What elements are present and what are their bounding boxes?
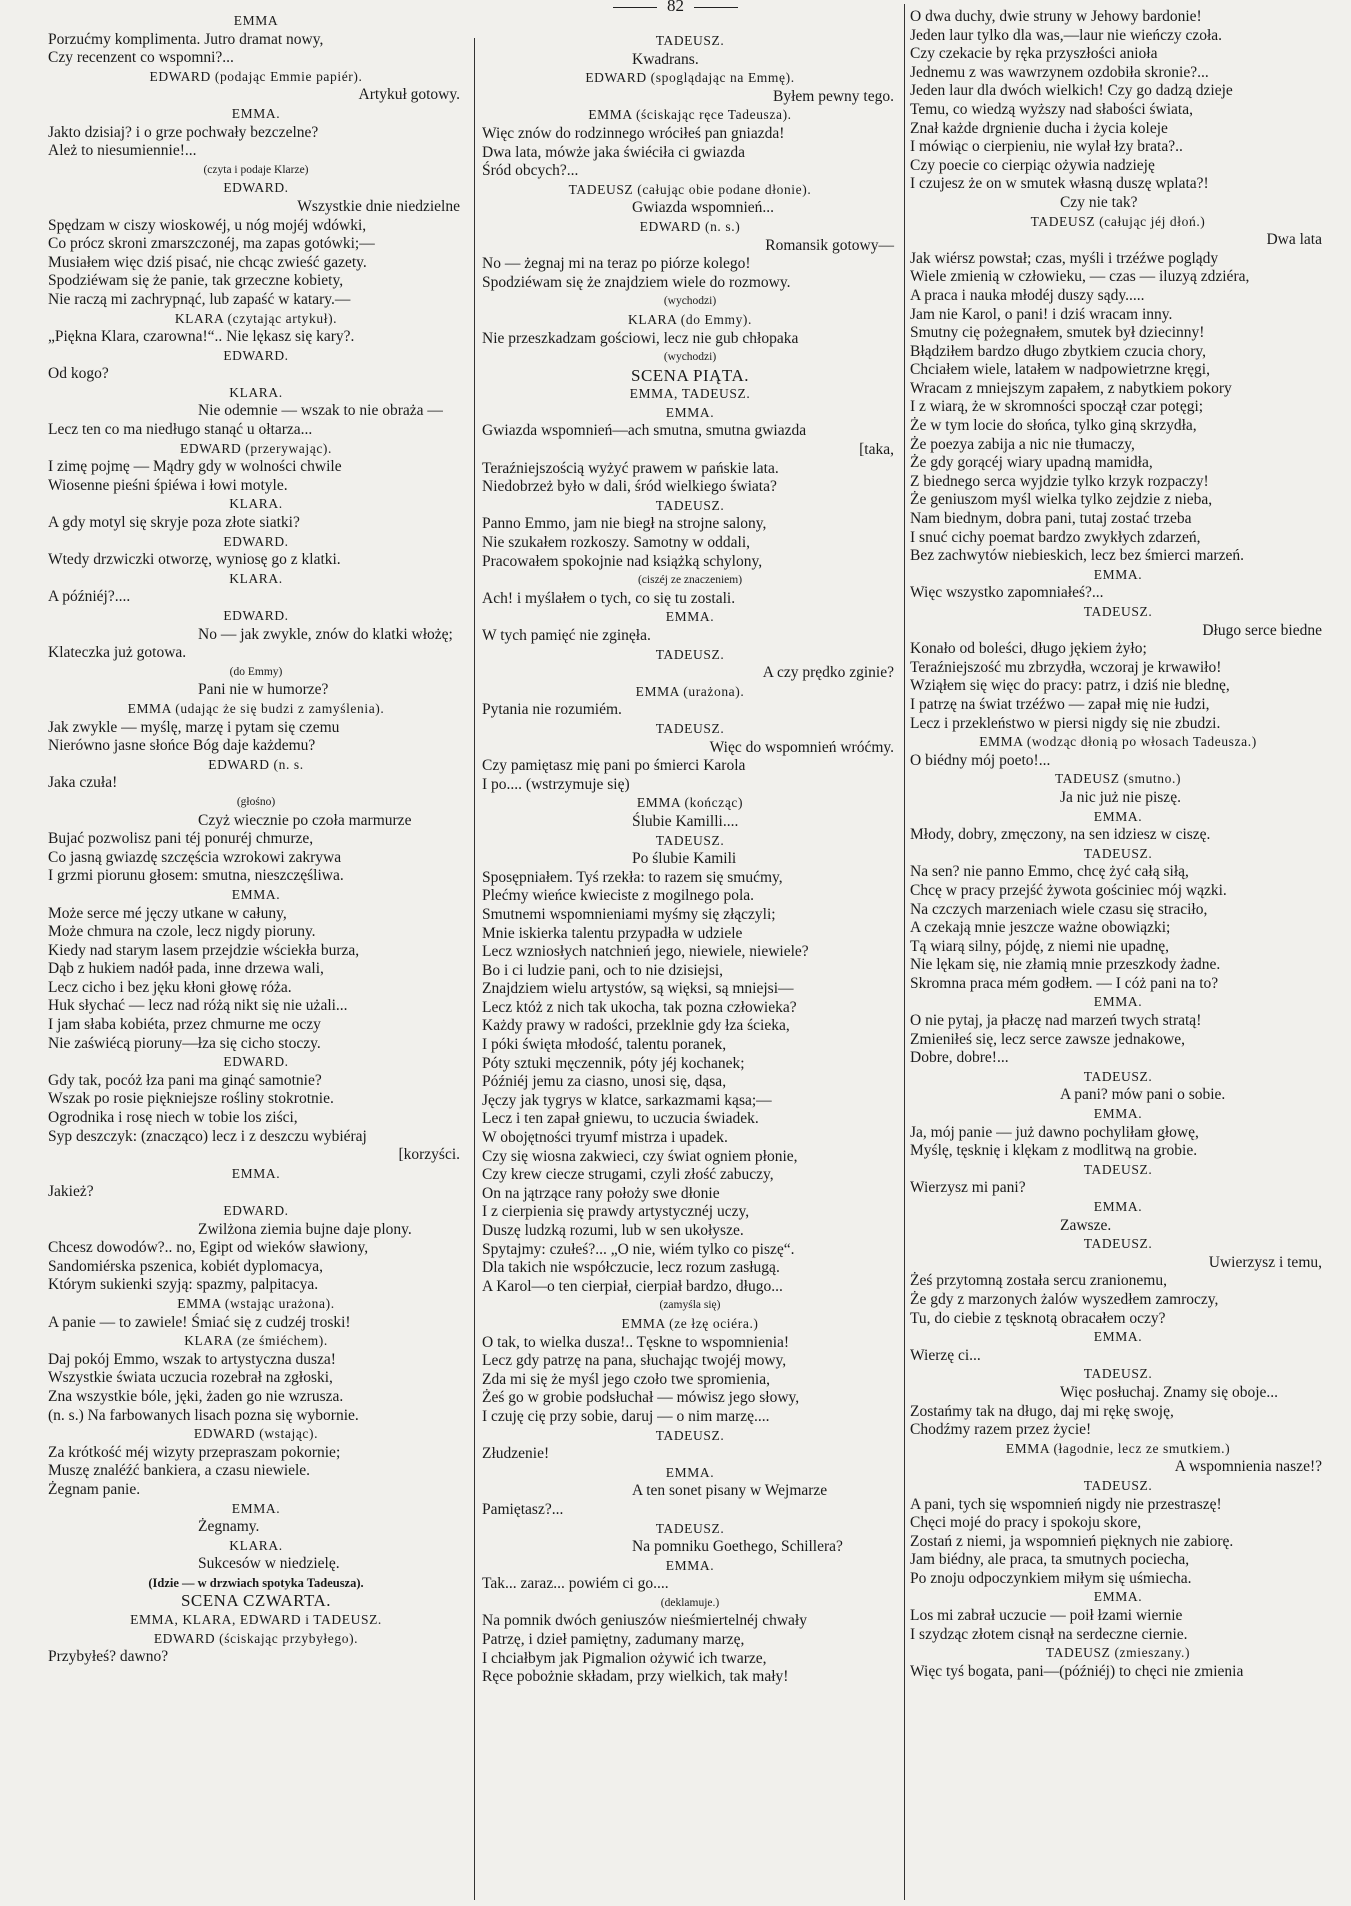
verse-line: I chciałbym jak Pigmalion ożywić ich twarze, bbox=[482, 1649, 767, 1667]
verse-line: Sandomiérska pszenica, kobiét dyplomacya, bbox=[48, 1257, 324, 1275]
verse-line: Tak... zaraz... powiém ci go.... bbox=[482, 1575, 669, 1593]
verse-line: Żeś go w grobie podsłuchał — mówisz jego słowy, bbox=[482, 1389, 800, 1407]
verse-line: Każdy prawy w radości, przeklnie gdy łza ścieka, bbox=[482, 1017, 790, 1035]
speaker-name: EDWARD. bbox=[223, 608, 289, 623]
verse-line: I patrzę na świat trzéźwo — zapał mię nie łudzi, bbox=[910, 695, 1210, 713]
verse-line: Długo serce biedne bbox=[1202, 621, 1322, 639]
verse-line: Może chmura na czole, lecz nigdy pioruny. bbox=[48, 923, 316, 941]
verse-line: Jak zwykle — myślę, marzę i pytam się czemu bbox=[48, 718, 340, 736]
verse-line: Dwa lata, mówże jaka świéciła ci gwiazda bbox=[482, 143, 745, 161]
verse-line: Chcesz dowodów?.. no, Egipt od wieków sławiony, bbox=[48, 1239, 369, 1257]
verse-line: Musiałem więc dziś pisać, nie chcąc zwieść gazety. bbox=[48, 253, 367, 271]
verse-line: Spodziéwam się że znajdziem wiele do rozmowy. bbox=[482, 273, 791, 291]
verse-line: Z biednego serca wyjdzie tylko krzyk rozpaczy! bbox=[910, 472, 1209, 490]
verse-line: Wszystkie świata uczucia rozebrał na zgłoski, bbox=[48, 1369, 333, 1387]
verse-line: A praca i nauka młodéj duszy sądy..... bbox=[910, 286, 1145, 304]
speaker-name: EDWARD. bbox=[223, 180, 289, 196]
verse-line: Wiosenne pieśni śpiéwa i łowi motyle. bbox=[48, 476, 288, 494]
verse-line: Więc posłuchaj. Znamy się oboje... bbox=[1060, 1383, 1279, 1401]
verse-line: Pracowałem spokojnie nad książką schylony, bbox=[482, 552, 763, 570]
verse-line: Chęci mojé do pracy i spokoju skore, bbox=[910, 1514, 1142, 1532]
verse-line: Kwadrans. bbox=[632, 50, 699, 68]
stage-direction: (czyta i podaje Klarze) bbox=[203, 163, 309, 176]
scene-heading: SCENA CZWARTA. bbox=[180, 1591, 332, 1611]
verse-line: Spędzam w ciszy wioskowéj, u nóg mojéj wdówki, bbox=[48, 216, 367, 234]
speaker-name: TADEUSZ. bbox=[655, 720, 725, 736]
speaker-name: EDWARD. bbox=[223, 1203, 289, 1218]
verse-line: Jęczy jak tygrys w klatce, sarkazmami kąsa;— bbox=[482, 1091, 772, 1109]
speaker-name: EMMA. bbox=[1093, 1589, 1143, 1605]
verse-line: Lecz i ten zapał gniewu, to uczucia świadek. bbox=[482, 1110, 759, 1128]
verse-line: Duszę ludzką rozumi, lub w sen ukołysze. bbox=[482, 1222, 744, 1239]
verse-line: Mnie iskierka talentu przypadła w udziele bbox=[482, 924, 743, 942]
verse-line: Plećmy wieńce kwieciste z mogilnego pola. bbox=[482, 887, 755, 905]
speaker-name: EDWARD (podając Emmie papiér). bbox=[149, 68, 363, 84]
speaker-name: EMMA. bbox=[1093, 1199, 1143, 1214]
verse-line: O nie pytaj, ja płaczę nad marzeń twych stratą! bbox=[910, 1012, 1202, 1030]
verse-line: Jakto dzisiaj? i o grze pochwały bezczelne? bbox=[48, 123, 319, 141]
verse-line: A ten sonet pisany w Wejmarze bbox=[632, 1482, 828, 1500]
verse-line: Lecz ten co ma niedługo stanąć u ołtarza... bbox=[48, 421, 313, 439]
verse-line: Pani nie w humorze? bbox=[198, 681, 329, 699]
verse-line: Chodźmy razem przez życie! bbox=[910, 1421, 1092, 1439]
verse-line: Dwa lata bbox=[1266, 231, 1322, 249]
verse-line: Zmieniłeś się, lecz serce zawsze jednakowe, bbox=[910, 1030, 1185, 1048]
verse-line: Jaka czuła! bbox=[48, 774, 118, 792]
speaker-name: EMMA, TADEUSZ. bbox=[629, 386, 751, 402]
speaker-name: EMMA. bbox=[231, 886, 281, 902]
verse-line: Nie zaświécą pioruny—łza się cicho stoczy. bbox=[48, 1034, 321, 1052]
verse-line: Zostań z niemi, ja wspomnień pięknych nie zabiorę. bbox=[910, 1532, 1234, 1550]
verse-line: Ja nic już nie piszę. bbox=[1060, 788, 1181, 806]
verse-line: Czy pamiętasz mię pani po śmierci Karola bbox=[482, 757, 746, 775]
speaker-name: TADEUSZ (smutno.) bbox=[1054, 771, 1182, 787]
verse-line: Co jasną gwiazdę szczęścia wzrokowi zakrywa bbox=[48, 848, 342, 866]
verse-line: Za krótkość méj wizyty przepraszam pokornie; bbox=[48, 1443, 341, 1461]
verse-line: Błądziłem bardzo długo zbytkiem czucia chory, bbox=[910, 342, 1206, 360]
verse-line: Nie lękam się, nie złamią mnie przeszkody żadne. bbox=[910, 956, 1221, 974]
speaker-name: TADEUSZ. bbox=[655, 33, 725, 48]
speaker-name: EDWARD (n. s.) bbox=[639, 218, 741, 234]
verse-line: Ja, mój panie — już dawno pochyliłam głowę, bbox=[910, 1123, 1199, 1141]
verse-line: Patrzę, i dzieł pamiętny, zadumany marzę, bbox=[482, 1631, 745, 1649]
speaker-name: TADEUSZ. bbox=[1083, 845, 1153, 861]
verse-line: Dla takich nie współczucie, lecz rozum zasługą. bbox=[482, 1259, 780, 1277]
speaker-name: EMMA (ze łzę ociéra.) bbox=[621, 1315, 759, 1331]
verse-line: Nam biednym, dobra pani, tutaj zostać trzeba bbox=[910, 510, 1192, 528]
speaker-name: TADEUSZ. bbox=[1083, 1236, 1153, 1252]
verse-line: Gwiazda wspomnień—ach smutna, smutna gwiazda bbox=[482, 422, 807, 440]
verse-line: Złudzenie! bbox=[482, 1445, 550, 1463]
verse-line: Sukcesów w niedzielę. bbox=[198, 1555, 340, 1573]
text-column-middle bbox=[482, 32, 898, 1687]
speaker-name: TADEUSZ. bbox=[1083, 1068, 1153, 1084]
speaker-name: EMMA. bbox=[231, 105, 281, 121]
verse-line: A gdy motyl się skryje poza złote siatki? bbox=[48, 514, 300, 532]
verse-line: Więc tyś bogata, pani—(późniéj) to chęci nie zmienia bbox=[910, 1662, 1244, 1680]
verse-line: I z cierpienia się prawdy artystycznéj uczy, bbox=[482, 1203, 750, 1221]
verse-line: Od kogo? bbox=[48, 365, 109, 383]
verse-line: A czy prędko zginie? bbox=[762, 664, 894, 682]
speaker-name: EMMA. bbox=[1093, 808, 1143, 824]
speaker-name: KLARA. bbox=[229, 496, 283, 512]
speaker-name: EMMA (łagodnie, lecz ze smutkiem.) bbox=[1005, 1440, 1231, 1456]
verse-line: I czuję cię przy sobie, daruj — o nim marzę.... bbox=[482, 1407, 770, 1425]
verse-line: Przybyłeś? dawno? bbox=[48, 1648, 169, 1666]
verse-line: Póty sztuki męczennik, póty jéj kochanek; bbox=[482, 1054, 745, 1072]
speaker-name: EMMA (kończąc) bbox=[636, 795, 744, 811]
speaker-name: EMMA. bbox=[665, 1557, 715, 1573]
speaker-name: EDWARD (ściskając przybyłego). bbox=[153, 1630, 359, 1646]
verse-line: Jeden laur dla dwóch wielkich! Czy go dadzą dzieje bbox=[910, 82, 1233, 100]
verse-line: Nie szukałem rozkoszy. Samotny w oddali, bbox=[482, 534, 751, 552]
verse-line: Na sen? nie panno Emmo, chcę żyć całą siłą, bbox=[910, 863, 1189, 881]
verse-line: Romansik gotowy— bbox=[765, 236, 894, 254]
verse-line: Że geniuszom myśl wielka tylko zejdzie z nieba, bbox=[910, 491, 1213, 509]
speaker-name: EMMA. bbox=[665, 1464, 715, 1480]
verse-line: I z wiarą, że w skromności spoczął czar potęgi; bbox=[910, 398, 1204, 416]
verse-line: Więc wszystko zapomniałeś?... bbox=[910, 584, 1104, 602]
verse-line: Żeś przytomną została sercu zranionemu, bbox=[910, 1272, 1167, 1290]
verse-line: Znajdziem wielu artystów, są więksi, są mniejsi— bbox=[482, 980, 794, 998]
verse-line: Że poezya zabija a nic nie tłumaczy, bbox=[910, 435, 1135, 453]
verse-line: Ręce pobożnie składam, przy wielkich, tak mały! bbox=[482, 1668, 789, 1686]
verse-line: Nierówno jasne słońce Bóg daje każdemu? bbox=[48, 737, 316, 755]
speaker-name: EMMA. bbox=[1093, 1329, 1143, 1345]
verse-line: Daj pokój Emmo, wszak to artystyczna dusza! bbox=[48, 1350, 336, 1368]
verse-line: No — żegnaj mi na teraz po piórze kolego! bbox=[482, 255, 751, 273]
verse-line: Czyż wiecznie po czoła marmurze bbox=[198, 811, 412, 829]
verse-line: Byłem pewny tego. bbox=[773, 87, 894, 105]
verse-line: Temu, co wiedzą wyższy nad słabości świata, bbox=[910, 100, 1193, 118]
speaker-name: TADEUSZ (całując obie podane dłonie). bbox=[568, 181, 812, 197]
verse-line: Niedobrzeż było w dali, śród wielkiego świata? bbox=[482, 478, 777, 496]
verse-line: Nie przeszkadzam gościowi, lecz nie gub chłopaka bbox=[482, 329, 799, 347]
verse-line: Nie raczą mi zachrypnąć, lub zapaść w katary.— bbox=[48, 290, 351, 308]
verse-line: Czy czekacie by ręka przyszłości anioła bbox=[910, 45, 1158, 63]
verse-line: Co prócz skroni zmarszczonéj, ma zapas gotówki;— bbox=[48, 235, 375, 253]
text-column-left bbox=[48, 12, 464, 1667]
speaker-name: EDWARD (przerywając). bbox=[179, 440, 333, 456]
verse-line: Zawsze. bbox=[1060, 1216, 1112, 1234]
verse-line: Gdy tak, pocóż łza pani ma ginąć samotnie? bbox=[48, 1071, 322, 1089]
stage-direction: (zamyśla się) bbox=[659, 1299, 721, 1312]
verse-line: I snuć cichy poemat bardzo zwykłych zdarzeń, bbox=[910, 528, 1201, 546]
speaker-name: EDWARD. bbox=[223, 533, 289, 549]
speaker-name: TADEUSZ. bbox=[655, 646, 725, 662]
verse-line: Konało od boleści, długo jękiem żyło; bbox=[910, 640, 1147, 658]
verse-line: Śród obcych?... bbox=[482, 162, 579, 180]
verse-line: Więc znów do rodzinnego wróciłeś pan gniazda! bbox=[482, 124, 785, 142]
verse-line: I po.... (wstrzymuje się) bbox=[482, 775, 630, 793]
verse-line: No — jak zwykle, znów do klatki włożę; bbox=[198, 625, 453, 643]
verse-line: Jednemu z was wawrzynem ozdobiła skronie?... bbox=[910, 63, 1209, 81]
speaker-name: EMMA (wstając urażona). bbox=[177, 1295, 335, 1311]
verse-line: Wszystkie dnie niedzielne bbox=[297, 197, 460, 215]
verse-line: Którym sukienki szyją: spazmy, palpitacya. bbox=[48, 1276, 319, 1294]
text-column-right bbox=[910, 8, 1326, 1681]
stage-direction: (deklamuje.) bbox=[660, 1596, 720, 1609]
verse-line: Klateczka już gotowa. bbox=[48, 644, 187, 662]
verse-line: Uwierzysz i temu, bbox=[1208, 1253, 1322, 1271]
verse-line: Że gdy gorącéj wiary upadną mamidła, bbox=[910, 454, 1153, 472]
verse-line: Wziąłem się więc do pracy: patrz, i dziś nie blednę, bbox=[910, 677, 1230, 695]
speaker-name: KLARA. bbox=[229, 1537, 283, 1553]
verse-line: Po ślubie Kamili bbox=[632, 850, 737, 868]
verse-line: Bo i ci ludzie pani, och to nie dzisiejsi, bbox=[482, 961, 724, 979]
stage-direction: (ciszéj ze znaczeniem) bbox=[637, 574, 743, 587]
verse-line: Bez zachwytów niebieskich, lecz bez śmierci marzeń. bbox=[910, 547, 1244, 565]
verse-line: A panie — to zawiele! Śmiać się z cudzéj troski! bbox=[48, 1313, 351, 1331]
verse-line: Zwilżona ziemia bujne daje plony. bbox=[198, 1220, 412, 1238]
speaker-name: TADEUSZ. bbox=[655, 1520, 725, 1536]
column-divider bbox=[904, 4, 905, 1900]
verse-line: I mówiąc o cierpieniu, nie wylał łzy brata?.. bbox=[910, 138, 1183, 156]
speaker-name: TADEUSZ. bbox=[1083, 1366, 1153, 1382]
speaker-name: EDWARD. bbox=[223, 1054, 289, 1070]
verse-line: Wiele zmienią w człowieku, — czas — iluzyą zdziéra, bbox=[910, 268, 1250, 286]
verse-line: Żegnamy. bbox=[198, 1518, 260, 1536]
speaker-name: EMMA. bbox=[1093, 1106, 1143, 1122]
verse-line: Jeden laur tylko dla was,—laur nie wieńczy czoła. bbox=[910, 26, 1223, 44]
verse-line: Na pomnik dwóch geniuszów nieśmiertelnéj chwały bbox=[482, 1612, 807, 1630]
stage-direction: (głośno) bbox=[236, 795, 276, 808]
verse-line: Smutny cię pożegnałem, smutek był dziecinny! bbox=[910, 324, 1205, 342]
stage-direction: (wychodzi) bbox=[663, 295, 717, 308]
verse-line: Ach! i myślałem o tych, co się tu zostali. bbox=[482, 589, 736, 607]
verse-line: Czy poecie co cierpiąc ożywia nadzieję bbox=[910, 156, 1155, 174]
speaker-name: KLARA (do Emmy). bbox=[628, 311, 752, 327]
verse-line: Zostańmy tak na długo, daj mi rękę swoję, bbox=[910, 1402, 1174, 1420]
speaker-name: EMMA (udając że się budzi z zamyślenia). bbox=[127, 700, 385, 716]
verse-line: Sposępniałem. Tyś rzekła: to razem się smućmy, bbox=[482, 868, 783, 886]
verse-line: O biédny mój poeto!... bbox=[910, 751, 1051, 769]
stage-direction: (wychodzi) bbox=[663, 351, 717, 364]
speaker-name: EMMA (urażona). bbox=[635, 683, 745, 699]
verse-line: Młody, dobry, zmęczony, na sen idziesz w ciszę. bbox=[910, 826, 1211, 844]
speaker-name: TADEUSZ. bbox=[655, 832, 725, 848]
verse-line: „Piękna Klara, czarowna!“.. Nie lękasz się kary?. bbox=[48, 328, 355, 346]
verse-line: Myślę, tęsknię i klękam z modlitwą na grobie. bbox=[910, 1142, 1198, 1160]
verse-line: Spytajmy: czułeś?... „O nie, wiém tylko co piszę“. bbox=[482, 1240, 795, 1258]
verse-line: Ależ to niesumiennie!... bbox=[48, 142, 197, 160]
verse-line: Na pomniku Goethego, Schillera? bbox=[632, 1538, 843, 1556]
speaker-name: KLARA. bbox=[229, 384, 283, 400]
verse-line: Lecz wzniosłych natchnień jego, niewiele, niewiele? bbox=[482, 943, 809, 961]
verse-line: Tu, do ciebie z tęsknotą obracałem oczy? bbox=[910, 1309, 1166, 1327]
verse-line: Lecz gdy patrzę na pana, słuchając twojéj mowy, bbox=[482, 1352, 787, 1370]
verse-line: I szydząc złotem cisnął na serdeczne ciernie. bbox=[910, 1625, 1188, 1643]
verse-line: I czujesz że on w smutek własną duszę wplata?! bbox=[910, 175, 1209, 193]
speaker-name: TADEUSZ (całując jéj dłoń.) bbox=[1030, 213, 1206, 229]
header-dash bbox=[613, 7, 657, 8]
verse-line: A pani? mów pani o sobie. bbox=[1060, 1086, 1226, 1104]
stage-direction: (do Emmy) bbox=[229, 665, 283, 678]
verse-line: Czy się wiosna zakwieci, czy świat ogniem płonie, bbox=[482, 1147, 798, 1165]
speaker-name: EDWARD. bbox=[223, 347, 289, 363]
verse-line: Skromna praca mém godłem. — I cóż pani na to? bbox=[910, 974, 1219, 992]
verse-line: Pamiętasz?... bbox=[482, 1500, 564, 1518]
speaker-name: EMMA. bbox=[231, 1165, 281, 1181]
verse-line: Zda mi się że myśl jego czoło twe spromienia, bbox=[482, 1370, 770, 1388]
verse-line: Bujać pozwolisz pani téj ponuréj chmurze, bbox=[48, 830, 314, 848]
verse-line: Artykuł gotowy. bbox=[358, 86, 460, 104]
verse-line: Dąb z hukiem nadół pada, inne drzewa wali, bbox=[48, 960, 324, 978]
verse-line: I zimę pojmę — Mądry gdy w wolności chwile bbox=[48, 458, 342, 476]
verse-line: [taka, bbox=[859, 441, 894, 459]
speaker-name: EMMA. bbox=[665, 609, 715, 625]
speaker-name: TADEUSZ. bbox=[1083, 1477, 1153, 1493]
speaker-name: KLARA. bbox=[229, 570, 283, 586]
speaker-name: TADEUSZ. bbox=[655, 497, 725, 513]
verse-line: Ślubie Kamilli.... bbox=[632, 812, 739, 830]
verse-line: Dobre, dobre!... bbox=[910, 1049, 1009, 1067]
speaker-name: EMMA (ściskając ręce Tadeusza). bbox=[588, 107, 792, 123]
verse-line: W tych pamięć nie zginęła. bbox=[482, 627, 651, 644]
verse-line: Pytania nie rozumiém. bbox=[482, 701, 622, 719]
verse-line: On na jątrzące rany położy swe dłonie bbox=[482, 1184, 720, 1202]
verse-line: Wtedy drzwiczki otworzę, wyniosę go z klatki. bbox=[48, 551, 341, 569]
verse-line: Lecz cicho i bez jęku kłoni głowę róża. bbox=[48, 978, 292, 996]
verse-line: I grzmi piorunu głosem: smutna, nieszczęśliwa. bbox=[48, 867, 344, 885]
verse-line: Panno Emmo, jam nie biegł na strojne salony, bbox=[482, 515, 767, 533]
speaker-name: EMMA. bbox=[231, 1500, 281, 1516]
speaker-name: KLARA (ze śmiéchem). bbox=[184, 1333, 328, 1349]
verse-line: O tak, to wielka dusza!.. Tęskne to wspomnienia! bbox=[482, 1333, 790, 1351]
verse-line: Że gdy z marzonych żalów wyszedłem zamroczy, bbox=[910, 1290, 1219, 1308]
verse-line: Czy nie tak? bbox=[1060, 193, 1138, 211]
header-dash bbox=[694, 7, 738, 8]
verse-line: Żegnam panie. bbox=[48, 1480, 141, 1498]
verse-line: Muszę znaléźć bankiera, a czasu niewiele. bbox=[48, 1462, 311, 1480]
verse-line: Teraźniejszością wyżyć prawem w pańskie lata. bbox=[482, 459, 779, 477]
verse-line: Wracam z mniejszym zapałem, z nabytkiem pokory bbox=[910, 379, 1232, 397]
verse-line: Spodziéwam się że panie, tak grzeczne kobiety, bbox=[48, 272, 344, 290]
verse-line: A czekają mnie jeszcze ważne obowiązki; bbox=[910, 919, 1171, 937]
speaker-name: EDWARD (wstając). bbox=[193, 1426, 319, 1442]
verse-line: Wszak po rosie piękniejsze rośliny stokrotnie. bbox=[48, 1090, 334, 1108]
verse-line: Porzućmy komplimenta. Jutro dramat nowy, bbox=[48, 30, 324, 48]
speaker-name: EDWARD (spoglądając na Emmę). bbox=[585, 70, 795, 86]
verse-line: Wierzę ci... bbox=[910, 1346, 981, 1364]
verse-line: Ogrodnika i rosę niech w tobie los ziści, bbox=[48, 1109, 298, 1127]
verse-line: I póki święta młodość, talentu poranek, bbox=[482, 1036, 727, 1054]
verse-line: Chciałem wiele, latałem w nadpowietrzne kręgi, bbox=[910, 361, 1210, 379]
speaker-name: EMMA, KLARA, EDWARD i TADEUSZ. bbox=[130, 1612, 382, 1628]
verse-line: Los mi zabrał uczucie — poił łzami wiernie bbox=[910, 1607, 1183, 1625]
verse-line: Jam biédny, ale praca, ta smutnych pociecha, bbox=[910, 1551, 1190, 1569]
speaker-name: EMMA. bbox=[1093, 566, 1143, 582]
verse-line: Chcę w pracy przejść żywota gościniec mój wązki. bbox=[910, 881, 1227, 899]
speaker-name: EMMA. bbox=[665, 404, 715, 420]
speaker-name: TADEUSZ. bbox=[655, 1427, 725, 1443]
speaker-name: EMMA. bbox=[1093, 994, 1143, 1010]
verse-line: Więc do wspomnień wróćmy. bbox=[709, 738, 894, 756]
speaker-name: EMMA bbox=[233, 13, 279, 28]
verse-line: Wierzysz mi pani? bbox=[910, 1179, 1026, 1197]
verse-line: (n. s.) Na farbowanych lisach pozna się wybornie. bbox=[48, 1406, 359, 1424]
verse-line: Gwiazda wspomnień... bbox=[632, 199, 775, 217]
verse-line: Czy recenzent co wspomni?... bbox=[48, 49, 234, 67]
verse-line: Lecz któż z nich tak ukocha, tak pozna człowieka? bbox=[482, 998, 797, 1016]
column-divider bbox=[474, 38, 475, 1900]
verse-line: A późniéj?.... bbox=[48, 588, 131, 606]
verse-line: [korzyści. bbox=[398, 1146, 460, 1164]
verse-line: A pani, tych się wspomnień nigdy nie przestraszę! bbox=[910, 1495, 1222, 1513]
verse-line: O dwa duchy, dwie struny w Jehowy bardonie! bbox=[910, 8, 1202, 25]
verse-line: I jam słaba kobiéta, przez chmurne me oczy bbox=[48, 1016, 321, 1034]
speaker-name: TADEUSZ. bbox=[1083, 1161, 1153, 1177]
verse-line: Teraźniejszość mu zbrzydła, wczoraj je krwawiło! bbox=[910, 658, 1222, 676]
verse-line: Syp deszczyk: (znacząco) lecz i z deszczu wybiéraj bbox=[48, 1127, 367, 1145]
verse-line: Późniéj jemu za ciasno, unosi się, dąsa, bbox=[482, 1073, 727, 1091]
verse-line: Tą wiarą silny, pójdę, z niemi nie upadnę, bbox=[910, 937, 1169, 955]
speaker-name: TADEUSZ (zmieszany.) bbox=[1045, 1645, 1191, 1661]
page-number: 82 bbox=[667, 0, 684, 15]
verse-line: Jak wiérsz powstał; czas, myśli i trzéźwe poglądy bbox=[910, 249, 1219, 267]
verse-line: Jam nie Karol, o pani! i dziś wracam inny. bbox=[910, 305, 1173, 323]
verse-line: Znał każde drgnienie ducha i życia koleje bbox=[910, 119, 1168, 137]
verse-line: W obojętności tryumf mistrza i upadek. bbox=[482, 1129, 728, 1147]
verse-line: Po znoju odpoczynkiem miłym się uśmiecha. bbox=[910, 1569, 1192, 1587]
speaker-name: TADEUSZ. bbox=[1083, 604, 1153, 619]
speaker-name: EMMA (wodząc dłonią po włosach Tadeusza.) bbox=[979, 734, 1257, 750]
verse-line: Huk słychać — lecz nad różą nikt się nie użali... bbox=[48, 997, 348, 1015]
verse-line: Czy krew ciecze strugami, czyli złość zabuczy, bbox=[482, 1166, 774, 1184]
speaker-name: KLARA (czytając artykuł). bbox=[174, 310, 338, 326]
verse-line: Na czczych marzeniach wiele czasu się straciło, bbox=[910, 900, 1208, 918]
verse-line: Nie odemnie — wszak to nie obraża — bbox=[198, 402, 443, 420]
verse-line: Kiedy nad starym lasem przejdzie wściekła burza, bbox=[48, 941, 360, 959]
verse-line: Że w tym locie do słońca, tylko giną skrzydła, bbox=[910, 417, 1197, 435]
speaker-name: EDWARD (n. s. bbox=[208, 756, 304, 772]
verse-line: A Karol—o ten cierpiał, cierpiał bardzo, długo... bbox=[482, 1277, 783, 1295]
verse-line: Zna wszystkie bóle, jęki, żaden go nie wzrusza. bbox=[48, 1387, 344, 1405]
verse-line: Smutnemi wspomnieniami myśmy się złączyli; bbox=[482, 905, 776, 923]
verse-line: Może serce mé jęczy utkane w całuny, bbox=[48, 904, 287, 922]
verse-line: Lecz i przekleństwo w piersi nigdy się nie zbudzi. bbox=[910, 714, 1221, 732]
stage-direction: (Idzie — w drzwiach spotyka Tadeusza). bbox=[148, 1575, 364, 1590]
verse-line: A wspomnienia nasze!? bbox=[1174, 1458, 1322, 1476]
verse-line: Jakież? bbox=[48, 1183, 94, 1201]
scene-heading: SCENA PIĄTA. bbox=[631, 365, 749, 385]
